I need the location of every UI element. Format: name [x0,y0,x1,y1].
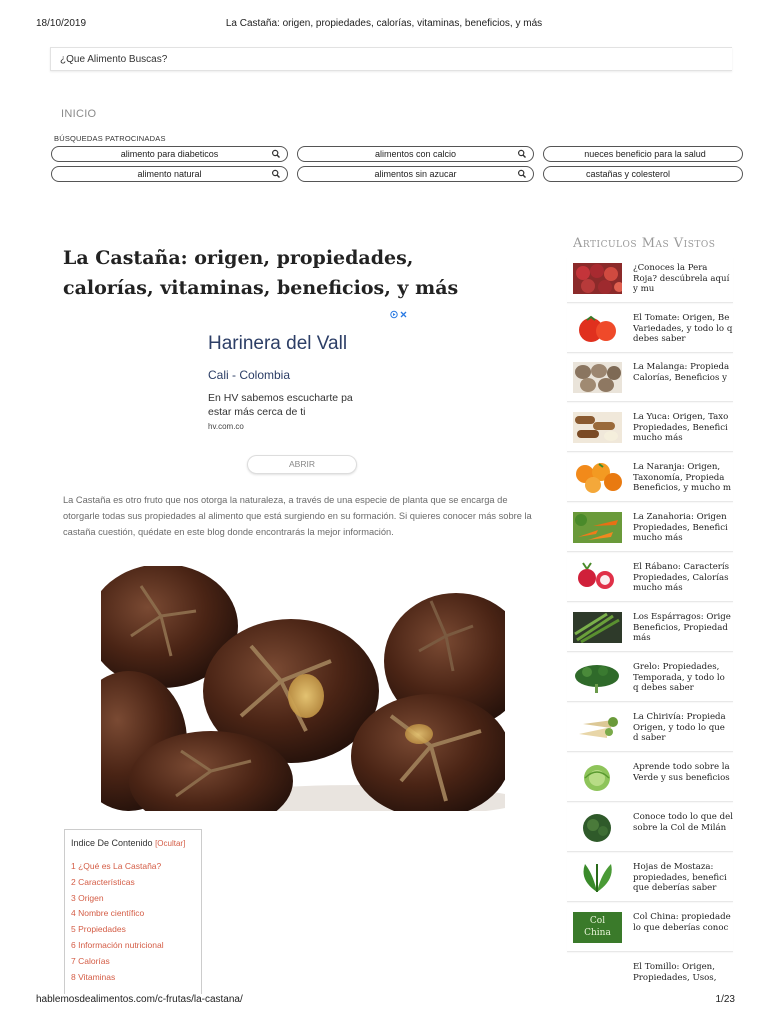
ad-headline[interactable]: Harinera del Vall [208,333,348,354]
toc-list [71,859,201,985]
sidebar-article-title: Hojas de Mostaza: propiedades, benefici que deberías saber [633,862,727,893]
cabbage-thumbnail [573,762,622,793]
sidebar-article-title: La Malanga: Propieda Calorías, Beneficios y [633,362,730,383]
sponsored-search-label: nueces beneficio para la salud [584,149,706,159]
radish-thumbnail [573,562,622,593]
sidebar-article[interactable] [567,856,733,902]
red-pear-thumbnail [573,263,622,294]
print-title: La Castaña: origen, propiedades, calorías, vitaminas, beneficios, y más [225,18,543,29]
sponsored-search-label: alimentos con calcio [374,149,457,159]
parsnip-thumbnail [573,712,622,743]
sidebar-article-title: La Naranja: Origen, Taxonomía, Propieda Beneficios, y mucho m [633,462,732,493]
toc-toggle-link[interactable]: [Ocultar] [155,839,186,848]
tomato-thumbnail [573,313,622,344]
sidebar-article[interactable] [567,606,733,652]
sponsored-search-pill[interactable] [297,166,534,182]
sidebar-article[interactable] [567,307,733,353]
toc-title: Indice De Contenido [71,838,153,848]
sidebar-article-title: La Zanahoria: Origen Propiedades, Benefici mucho más [633,512,728,543]
chestnuts-image [101,566,505,811]
sponsored-search-pill[interactable] [543,166,743,182]
toc-item[interactable]: 6 Información nutricional [71,939,164,950]
orange-thumbnail [573,462,622,493]
sponsored-search-pill[interactable] [543,146,743,162]
chinese-cabbage-thumbnail [573,912,622,943]
sidebar-article-title: La Yuca: Origen, Taxo Propiedades, Benefici mucho más [633,412,729,443]
toc-item[interactable]: 3 Origen [71,892,104,903]
sponsored-search-pill[interactable] [51,146,288,162]
sidebar-article[interactable] [567,806,733,852]
print-page-number: 1/23 [715,994,735,1005]
sidebar-article-title: El Tomillo: Origen, Propiedades, Usos, [633,962,717,983]
search-icon [271,147,281,161]
ad-open-button[interactable]: ABRIR [247,455,357,474]
sponsored-label: BÚSQUEDAS PATROCINADAS [54,134,166,143]
sponsored-search-pill[interactable] [297,146,534,162]
ad-body-line: En HV sabemos escucharte pa [208,392,353,404]
asparagus-thumbnail [573,612,622,643]
toc-header [71,838,201,848]
nav-home-link[interactable]: INICIO [61,108,97,120]
toc-item[interactable]: 7 Calorías [71,955,110,966]
table-of-contents [64,829,202,994]
article-intro: La Castaña es otro fruto que nos otorga la naturaleza, a través de una especie de planta que se encarga de otorgarle todas sus propiedades al alimento que está surgiendo en su formación. Si quieres conocer más sobre la castaña cuestión, quédate en este blog donde encontrarás la mejor información. [63,495,532,537]
print-url: hablemosdealimentos.com/c-frutas/la-castana/ [36,994,243,1005]
ad-url[interactable]: hv.com.co [208,422,244,431]
sidebar-article-title: Col China: propiedade lo que deberías conoc [633,912,731,933]
sidebar-article-title: La Chirivía: Propieda Origen, y todo lo que d saber [633,712,726,743]
savoy-cabbage-thumbnail [573,812,622,843]
mustard-greens-thumbnail [573,862,622,893]
toc-item[interactable]: 2 Características [71,876,135,887]
sponsored-search-label: alimento para diabeticos [120,149,219,159]
sidebar-article[interactable] [567,656,733,702]
toc-item[interactable]: 8 Vitaminas [71,971,116,982]
sidebar-article[interactable] [567,906,733,952]
sidebar-article[interactable] [567,456,733,502]
sponsored-search-label: alimento natural [137,169,202,179]
ad-body-line: estar más cerca de ti [208,406,306,418]
print-header [0,18,768,32]
sidebar-article-title: El Rábano: Caracterís Propiedades, Calorías mucho más [633,562,730,593]
article-title: La Castaña: origen, propiedades, calorías, vitaminas, beneficios, y más [63,247,459,299]
grelo-thumbnail [573,662,622,693]
sidebar-article[interactable] [567,506,733,552]
search-icon [517,167,527,181]
sponsored-search-pill[interactable] [51,166,288,182]
sidebar-article[interactable] [567,956,733,994]
adchoices-icon[interactable] [390,310,408,321]
thumbnail-caption: Col China [584,916,611,938]
toc-item[interactable]: 1 ¿Qué es La Castaña? [71,861,162,871]
sponsored-search-label: alimentos sin azucar [374,169,457,179]
search-icon [271,167,281,181]
sidebar-title: Articulos Mas Vistos [573,236,716,251]
sidebar-article-title: Aprende todo sobre la Verde y sus beneficios [633,762,730,783]
toc-item[interactable]: 5 Propiedades [71,924,126,935]
sidebar-article-title: Los Espárragos: Orige Beneficios, Propiedad más [633,612,731,643]
sidebar-article-title: El Tomate: Origen, Be Variedades, y todo lo q debes saber [633,313,733,344]
sidebar-article-title: ¿Conoces la Pera Roja? descúbrela aquí y mu [633,263,730,294]
sidebar-article[interactable] [567,756,733,802]
sidebar-article[interactable] [567,356,733,402]
carrot-thumbnail [573,512,622,543]
toc-item[interactable]: 4 Nombre científico [71,908,145,919]
malanga-thumbnail [573,362,622,393]
search-input[interactable]: ¿Que Alimento Buscas? [50,47,732,71]
sidebar-article-title: Conoce todo lo que del sobre la Col de Milán [633,812,733,833]
sidebar-article[interactable] [567,556,733,602]
ad-body [208,391,356,419]
sidebar-article[interactable] [567,257,733,303]
sponsored-search-label: castañas y colesterol [585,169,671,179]
sidebar-article-title: Grelo: Propiedades, Temporada, y todo lo q debes saber [633,662,725,693]
search-icon [517,147,527,161]
yuca-thumbnail [573,412,622,443]
print-date: 18/10/2019 [36,18,87,29]
ad-subheadline: Cali - Colombia [208,368,291,382]
sidebar-article[interactable] [567,706,733,752]
sidebar-article[interactable] [567,406,733,452]
